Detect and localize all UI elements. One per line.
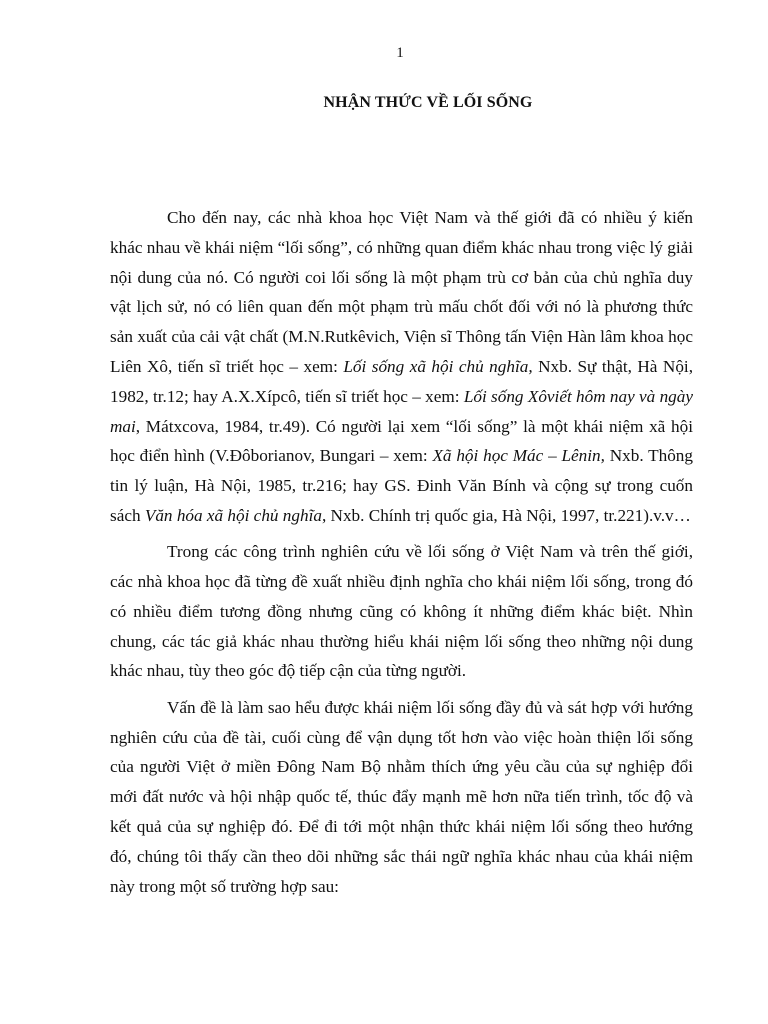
citation-title: Văn hóa xã hội chủ nghĩa xyxy=(144,505,322,525)
text-run: Vấn đề là làm sao hểu được khái niệm lối sống đầy đủ và sát hợp với hướng nghiên cứu của đề tài, cuối cùng để vận dụng tốt hơn vào việc hoàn thiện lối sống của người Việt ở miền Đông Nam Bộ nhằm thích ứng yêu cầu của sự nghiệp đổi mới đất nước và hội nhập quốc tế, thúc đẩy mạnh mẽ hơn nữa tiến trình, tốc độ và kết quả của sự nghiệp đó. Để đi tới một nhận thức khái niệm lối sống theo hướng đó, chúng tôi thấy cần theo dõi những sắc thái ngữ nghĩa khác nhau của khái niệm này trong một số trường hợp sau: xyxy=(110,697,693,896)
text-run: Nxb. Thông tin lý luận, Hà Nội, 1985, tr.216; hay GS. Đinh Văn Bính và cộng sự trong cuốn sách xyxy=(110,446,693,525)
text-run: , Nxb. Chính trị quốc gia, Hà Nội, 1997, tr.221).v.v… xyxy=(321,505,691,525)
text-run: Cho đến nay, các nhà khoa học Việt Nam và thế giới đã có nhiều ý kiến khác nhau về khái niệm “lối sống”, có những quan điểm khác nhau trong việc lý giải nội dung của nó. Có người coi lối sống là một phạm trù cơ bản của chủ nghĩa duy vật lịch sử, nó có liên quan đến một phạm trù mấu chốt đối với nó là phương thức sản xuất của cải vật chất (M.N.Rutkêvich, Viện sĩ Thông tấn Viện Hàn lâm khoa học Liên Xô, tiến sĩ triết học – xem: xyxy=(110,208,693,376)
document-body xyxy=(110,203,693,901)
text-run: , Mátxcova, 1984, tr.49). Có người lại xem “lối sống” là một khái niệm xã hội học điển hình (V.Đôborianov, Bungari – xem: xyxy=(110,416,693,466)
page-number: 1 xyxy=(396,45,404,61)
paragraph-3 xyxy=(110,693,693,902)
document-title: NHẬN THỨC VỀ LỐI SỐNG xyxy=(323,94,533,111)
text-run: Trong các công trình nghiên cứu về lối sống ở Việt Nam và trên thế giới, các nhà khoa học đã từng đề xuất nhiều định nghĩa cho khái niệm lối sống, trong đó có nhiều điểm tương đồng nhưng cũng có không ít những điểm khác biệt. Nhìn chung, các tác giả khác nhau thường hiểu khái niệm lối sống theo những nội dung khác nhau, tùy theo góc độ tiếp cận của từng người. xyxy=(110,542,693,681)
paragraph-1 xyxy=(110,203,693,531)
citation-title: Lối sống xã hội chủ nghĩa, xyxy=(343,356,533,376)
citation-title: Xã hội học Mác – Lênin, xyxy=(432,446,605,466)
text-run: Nxb. Sự thật, Hà Nội, 1982, tr.12; hay A.X.Xípcô, tiến sĩ triết học – xem: xyxy=(110,356,693,406)
citation-title: Lối sống Xôviết hôm nay và ngày mai xyxy=(110,386,693,436)
paragraph-2 xyxy=(110,537,693,686)
